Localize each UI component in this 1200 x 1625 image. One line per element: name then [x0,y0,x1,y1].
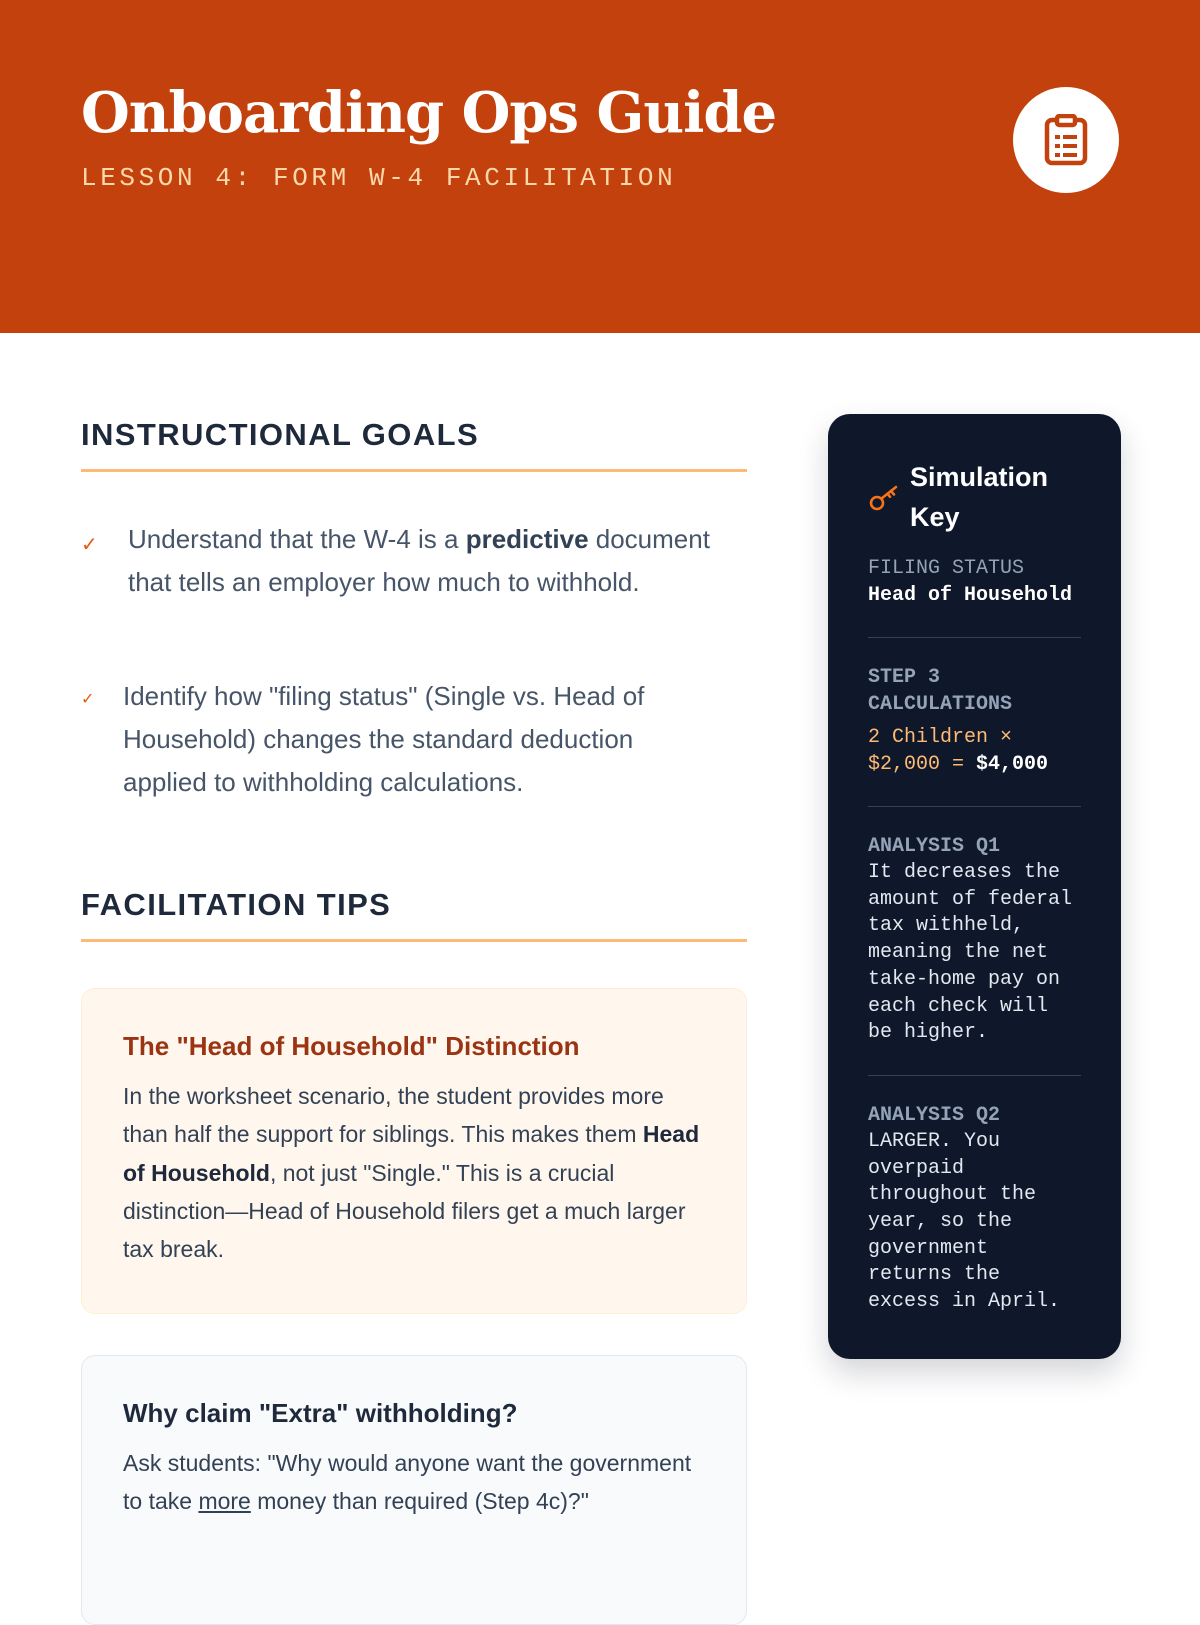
goal-text: Understand that the W-4 is a predictive document that tells an employer how much to withhold. [128,524,710,597]
step3-calculation: 2 Children × $2,000 = $4,000 [868,726,1049,776]
analysis-q1-answer: It decreases the amount of federal tax withheld, meaning the net take-home pay on each check will be higher. [868,861,1073,1045]
step3-label: STEP 3 CALCULATIONS [868,666,1013,716]
analysis-q2-label: ANALYSIS Q2 [868,1103,1001,1127]
page-title: Onboarding Ops Guide [81,80,777,146]
divider [868,637,1081,638]
analysis-q1-section [868,833,1081,1047]
tip-body: Ask students: "Why would anyone want the government to take more money than required (Step 4c)?" [123,1450,692,1515]
clipboard-list-icon [1013,87,1119,193]
analysis-q1-label: ANALYSIS Q1 [868,835,1001,858]
goal-item [81,675,721,804]
tip-card-head-of-household [81,988,747,1314]
instructional-goals-heading: INSTRUCTIONAL GOALS [81,417,747,472]
step3-result: $4,000 [976,753,1049,776]
check-icon: ✓ [81,691,95,708]
simulation-key-title: Simulation Key [910,462,1049,532]
simulation-key-header [868,457,1081,537]
tip-title: The "Head of Household" Distinction [123,1031,580,1061]
key-icon [868,481,900,513]
goal-emphasis: predictive [465,524,589,554]
lesson-subtitle: LESSON 4: FORM W-4 FACILITATION [81,163,677,193]
divider [868,806,1081,807]
filing-status-label: FILING STATUS [868,557,1025,580]
filing-status-value: Head of Household [868,584,1073,607]
step3-section [868,664,1081,778]
tip-title: Why claim "Extra" withholding? [123,1398,518,1428]
analysis-q2-answer: LARGER. You overpaid throughout the year, so the government returns the excess in April. [868,1129,1061,1314]
page-header [0,0,1200,333]
analysis-q2-section [868,1102,1081,1316]
tip-card-extra-withholding [81,1355,747,1625]
facilitation-tips-heading: FACILITATION TIPS [81,887,747,942]
divider [868,1075,1081,1076]
tip-body: In the worksheet scenario, the student provides more than half the support for siblings. This makes them Head of Household, not just "Single." This is a crucial distinction—Head of Household filers get a much larger tax break. [123,1083,700,1263]
check-icon: ✓ [81,534,98,556]
goal-item [81,518,721,604]
filing-status-section [868,555,1081,609]
simulation-key-card [828,414,1121,1359]
goal-text: Identify how "filing status" (Single vs. Head of Household) changes the standard deduction applied to withholding calculations. [123,681,645,797]
